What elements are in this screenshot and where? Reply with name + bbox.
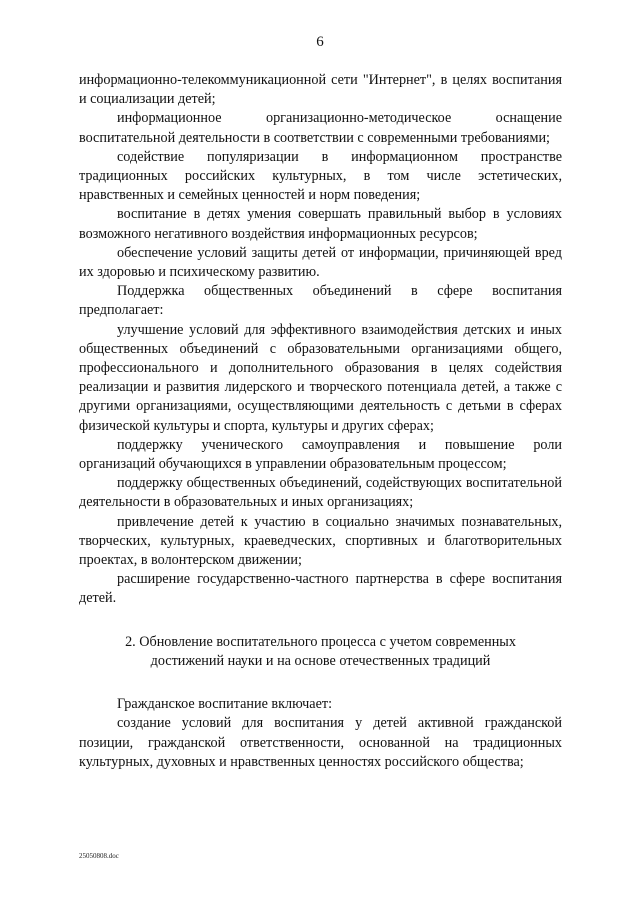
paragraph: Поддержка общественных объединений в сфере воспитания предполагает: xyxy=(79,283,562,319)
paragraph: содействие популяризации в информационном пространстве традиционных российских культурных, в том числе эстетических, нравственных и семейных ценностей и норм поведения; xyxy=(79,148,562,204)
section-heading-line-1: 2. Обновление воспитательного процесса с учетом современных xyxy=(125,633,516,650)
section-heading-line-2: достижений науки и на основе отечественных традиций xyxy=(150,652,491,669)
paragraph: Гражданское воспитание включает: xyxy=(117,696,333,713)
paragraph: создание условий для воспитания у детей активной гражданской позиции, гражданской ответственности, основанной на традиционных культурных, духовных и нравственных ценностях российского общества; xyxy=(79,715,562,770)
paragraph: поддержку ученического самоуправления и повышение роли организаций обучающихся в управлении образовательным процессом; xyxy=(79,436,562,473)
paragraph: воспитание в детях умения совершать правильный выбор в условиях возможного негативного воздействия информационных ресурсов; xyxy=(79,206,562,242)
document-body xyxy=(79,71,562,772)
section-heading xyxy=(79,633,562,671)
paragraph: улучшение условий для эффективного взаимодействия детских и иных общественных объединений с образовательными организациями общего, профессионального и дополнительного образования в целях содействия реализации и развития лидерского и творческого потенциала детей, а также с другими организациями, осуществляющими деятельность с детьми в сферах физической культуры и спорта, культуры и других сферах; xyxy=(79,321,562,434)
footer-filename: 25050808.doc xyxy=(79,852,119,860)
paragraph: привлечение детей к участию в социально значимых познавательных, творческих, культурных, краеведческих, спортивных и благотворительных проектах, в волонтерском движении; xyxy=(79,513,562,569)
paragraph: расширение государственно-частного партнерства в сфере воспитания детей. xyxy=(79,571,562,607)
page-number: 6 xyxy=(316,34,324,50)
paragraph: информационное организационно-методическое оснащение воспитательной деятельности в соответствии с современными требованиями; xyxy=(79,110,562,146)
paragraph: обеспечение условий защиты детей от информации, причиняющей вред их здоровью и психическому развитию. xyxy=(79,244,562,281)
paragraph-continuation: информационно-телекоммуникационной сети "Интернет", в целях воспитания и социализации детей; xyxy=(79,72,562,108)
paragraph: поддержку общественных объединений, содействующих воспитательной деятельности в образовательных и иных организациях; xyxy=(79,475,562,511)
